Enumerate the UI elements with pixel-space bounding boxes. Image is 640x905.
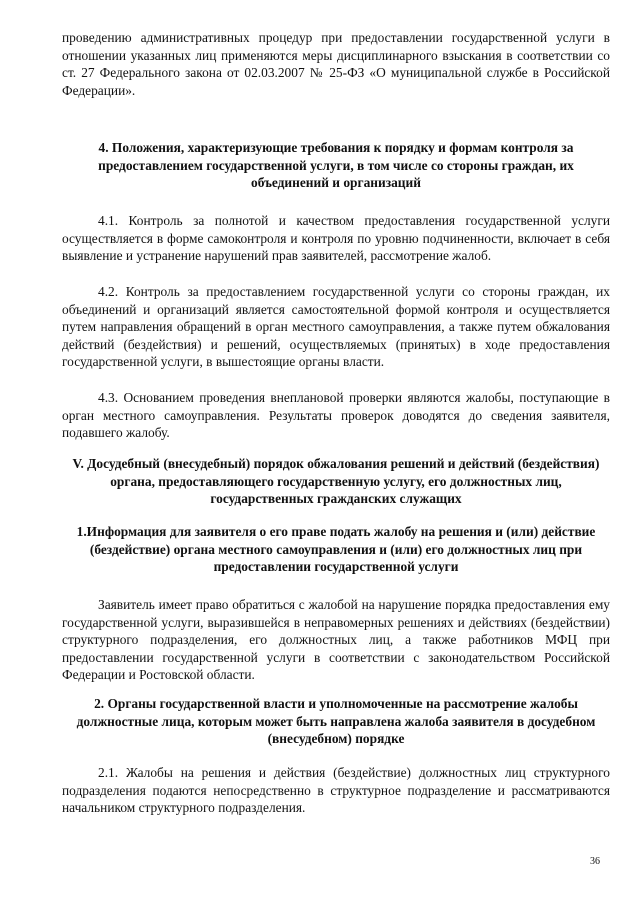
paragraph-intro: проведению административных процедур при предоставлении государственной услуги в отношении указанных лиц применяются меры дисциплинарного взыскания в соответствии со ст. 27 Федерального закона от 02.03.2007 № 25-ФЗ «О муниципальной службе в Российской Федерации». [62, 30, 610, 98]
paragraph-4-2: 4.2. Контроль за предоставлением государственной услуги со стороны граждан, их объединений и организаций является самостоятельной формой контроля и осуществляется путем направления обращений в орган местного самоуправления, а также путем обжалования действий (бездействия) и решений, осуществляемых (принятых) в ходе предоставления государственной услуги, в вышестоящие органы власти. [62, 284, 610, 370]
paragraph-2-1: 2.1. Жалобы на решения и действия (бездействие) должностных лиц структурного подразделения подаются непосредственно в структурное подразделение и рассматриваются начальником структурного подразделения. [62, 765, 610, 816]
section-5-heading: V. Досудебный (внесудебный) порядок обжалования решений и действий (бездействия) органа, предоставляющего государственную услугу, его должностных лиц, государственных гражданских служащих [72, 456, 600, 507]
section-4-heading: 4. Положения, характеризующие требования к порядку и формам контроля за предоставлением государственной услуги, в том числе со стороны граждан, их объединений и организаций [98, 140, 574, 191]
paragraph-5-1: Заявитель имеет право обратиться с жалобой на нарушение порядка предоставления ему государственной услуги, выразившейся в неправомерных решениях и действиях (бездействии) структурного подразделения, его должностных лиц, а также работников МФЦ при предоставлении государственной услуги в соответствии с законодательством Российской Федерации и Ростовской области. [62, 597, 610, 683]
paragraph-4-3: 4.3. Основанием проведения внеплановой проверки являются жалобы, поступающие в орган местного самоуправления. Результаты проверок доводятся до сведения заявителя, подавшего жалобу. [62, 390, 610, 441]
subsection-2-heading: 2. Органы государственной власти и уполномоченные на рассмотрение жалобы должностные лица, которым может быть направлена жалоба заявителя в досудебном (внесудебном) порядке [76, 696, 596, 747]
subsection-1-heading: 1.Информация для заявителя о его праве подать жалобу на решения и (или) действие (бездействие) органа местного самоуправления и (или) его должностных лиц при предоставлении государственной услуги [76, 524, 596, 575]
paragraph-4-1: 4.1. Контроль за полнотой и качеством предоставления государственной услуги осуществляется в форме самоконтроля и контроля по уровню подчиненности, включает в себя выявление и устранение нарушений прав заявителей, рассмотрение жалоб. [62, 213, 610, 264]
page-number: 36 [590, 856, 600, 867]
